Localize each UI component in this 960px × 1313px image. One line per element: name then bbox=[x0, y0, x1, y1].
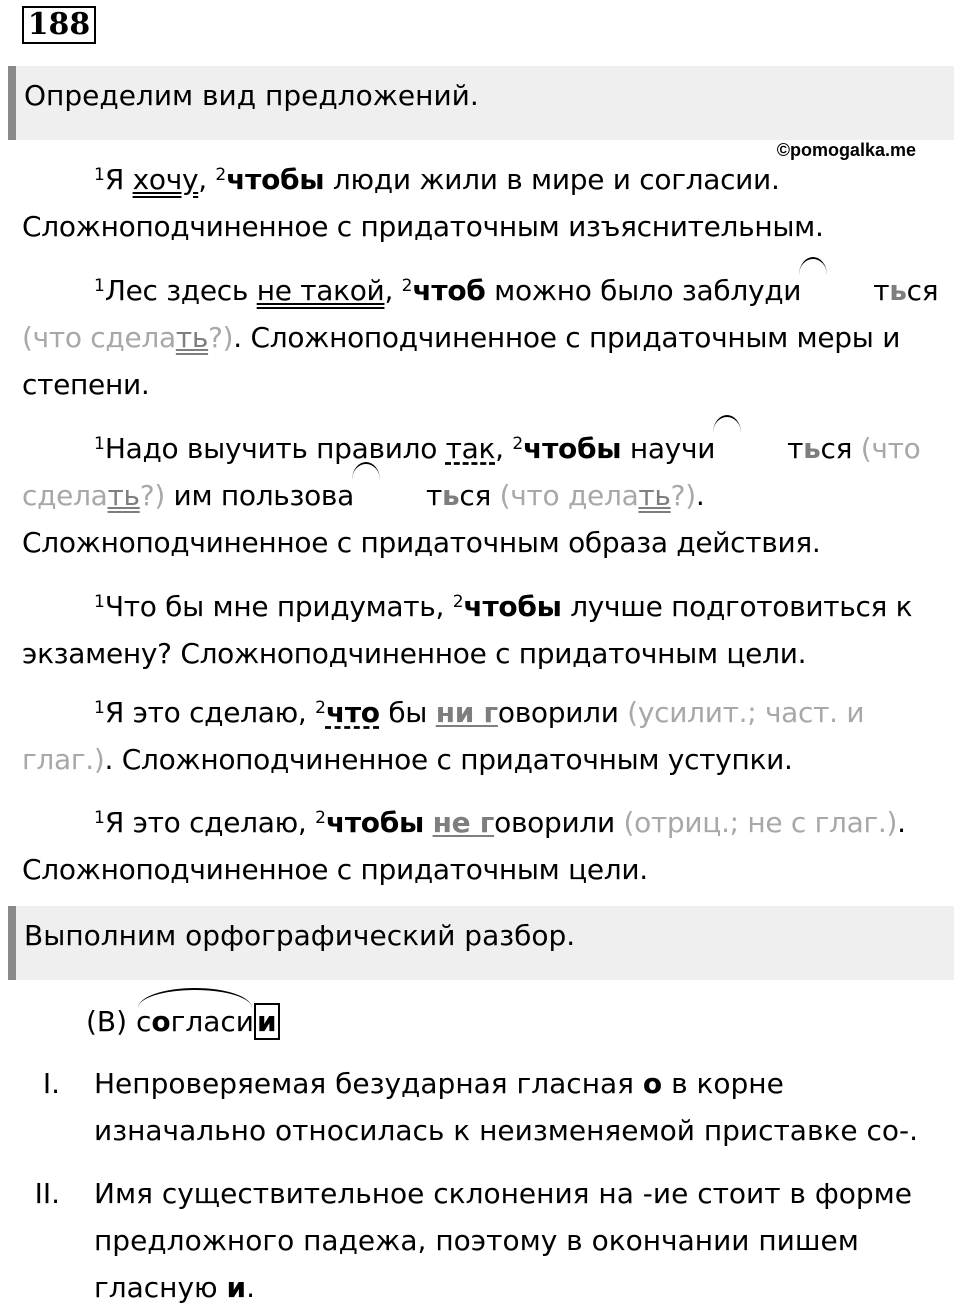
text: . Сложноподчиненное с придаточным уступки. bbox=[104, 743, 793, 776]
clause-number: 2 bbox=[512, 434, 524, 454]
text: , bbox=[495, 432, 513, 465]
text: о bbox=[642, 1067, 663, 1100]
text: т bbox=[426, 479, 443, 512]
clause-number: 2 bbox=[401, 276, 413, 296]
adverbial: так bbox=[445, 432, 496, 465]
text: , bbox=[384, 274, 402, 307]
text: , bbox=[198, 163, 216, 196]
clause-number: 1 bbox=[94, 698, 105, 718]
conjunctive-word: что bbox=[325, 696, 380, 729]
watermark: ©pomogalka.me bbox=[776, 140, 916, 160]
hint bbox=[500, 479, 696, 512]
list-text bbox=[94, 1060, 944, 1154]
soft-sign: ь bbox=[889, 274, 907, 307]
text: Имя существительное склонения на -ие стоит в форме предложного падежа, поэтому в окончании пишем гласную bbox=[94, 1177, 913, 1304]
text: ся bbox=[820, 432, 861, 465]
text: ?) bbox=[670, 479, 696, 512]
hint: (усилит.; част. и глаг.) bbox=[22, 696, 865, 776]
soft-sign: ь bbox=[803, 432, 821, 465]
text: (В) bbox=[86, 1005, 136, 1038]
clause-number: 1 bbox=[94, 808, 105, 828]
text: т bbox=[787, 432, 804, 465]
soft-sign: ь bbox=[442, 479, 460, 512]
text: Я это сделаю, bbox=[104, 806, 316, 839]
clause-number: 2 bbox=[315, 698, 326, 718]
list-text bbox=[94, 1170, 944, 1311]
text: ?) bbox=[208, 321, 234, 354]
section-header-orthography bbox=[8, 906, 954, 980]
clause-number: 1 bbox=[94, 276, 105, 296]
text: ть bbox=[638, 479, 671, 512]
task-number: 188 bbox=[22, 6, 96, 44]
text: Лес здесь bbox=[104, 274, 257, 307]
suffix-arc bbox=[715, 425, 820, 472]
clause-number: 1 bbox=[94, 165, 105, 185]
text: ть bbox=[107, 479, 140, 512]
text: (что дела bbox=[499, 479, 639, 512]
clause-number: 2 bbox=[315, 808, 326, 828]
list-number: I. bbox=[42, 1067, 60, 1100]
text bbox=[424, 806, 433, 839]
text: научи bbox=[621, 432, 716, 465]
text: с bbox=[135, 1005, 152, 1038]
text: гласи bbox=[170, 1005, 254, 1038]
clause-number: 1 bbox=[94, 592, 105, 612]
section-title: Выполним орфографический разбор. bbox=[24, 919, 576, 952]
hint: (отриц.; не с глаг.) bbox=[623, 806, 898, 839]
text: . Сложноподчиненное с придаточным образа действия. bbox=[22, 479, 821, 559]
conjunction: чтобы bbox=[325, 806, 424, 839]
text: бы bbox=[379, 696, 436, 729]
text: Я это сделаю, bbox=[104, 696, 316, 729]
text: Надо выучить правило bbox=[104, 432, 446, 465]
text: Я bbox=[104, 163, 133, 196]
predicate: не такой bbox=[256, 274, 385, 307]
hint bbox=[22, 321, 233, 354]
text: в корне изначально относилась к неизменяемой приставке со-. bbox=[94, 1067, 919, 1147]
text: и bbox=[226, 1271, 247, 1304]
text: (что сдела bbox=[22, 432, 921, 512]
section-title: Определим вид предложений. bbox=[24, 79, 479, 112]
text: им пользова bbox=[164, 479, 354, 512]
conjunction: чтобы bbox=[226, 163, 325, 196]
text: Что бы мне придумать, bbox=[104, 590, 453, 623]
text: . Сложноподчиненное с придаточным меры и степени. bbox=[22, 321, 901, 401]
clause-number: 2 bbox=[452, 592, 464, 612]
clause-number: 1 bbox=[94, 434, 105, 454]
text: лучше подготовиться к экзамену? Сложноподчиненное с придаточным цели. bbox=[22, 590, 913, 670]
text: оворили bbox=[497, 696, 628, 729]
text: т bbox=[873, 274, 890, 307]
suffix-arc bbox=[354, 472, 459, 519]
predicate: хочу bbox=[132, 163, 199, 196]
text: Непроверяемая безударная гласная bbox=[94, 1067, 643, 1100]
conjunction: чтобы bbox=[523, 432, 622, 465]
sentence-4 bbox=[22, 583, 942, 677]
text: люди жили в мире и согласии. Сложноподчиненное с придаточным изъяснительным. bbox=[22, 163, 824, 243]
sentence-2 bbox=[22, 267, 942, 408]
root-vowel: о bbox=[151, 1005, 171, 1038]
conjunction: чтоб bbox=[412, 274, 486, 307]
text: можно было заблуди bbox=[485, 274, 802, 307]
root-arc bbox=[136, 998, 254, 1045]
sentence-3 bbox=[22, 425, 942, 566]
word-analysis bbox=[86, 998, 280, 1045]
particle: ни г bbox=[435, 696, 498, 729]
text: . bbox=[246, 1271, 256, 1304]
text: ть bbox=[175, 321, 209, 354]
conjunction: чтобы bbox=[463, 590, 562, 623]
sentence-6 bbox=[22, 799, 942, 893]
text: оворили bbox=[494, 806, 624, 839]
sentence-1 bbox=[22, 156, 942, 250]
text: (что сдела bbox=[22, 321, 176, 354]
clause-number: 2 bbox=[215, 165, 227, 185]
list-number: II. bbox=[34, 1177, 60, 1210]
suffix-arc bbox=[801, 267, 906, 314]
text: . Сложноподчиненное с придаточным цели. bbox=[22, 806, 906, 886]
text: ?) bbox=[139, 479, 165, 512]
section-header-sentence-types bbox=[8, 66, 954, 140]
particle: не г bbox=[432, 806, 495, 839]
text: ся bbox=[906, 274, 939, 307]
text: ся bbox=[459, 479, 500, 512]
sentence-5 bbox=[22, 689, 942, 783]
word-ending: и bbox=[254, 1003, 280, 1040]
